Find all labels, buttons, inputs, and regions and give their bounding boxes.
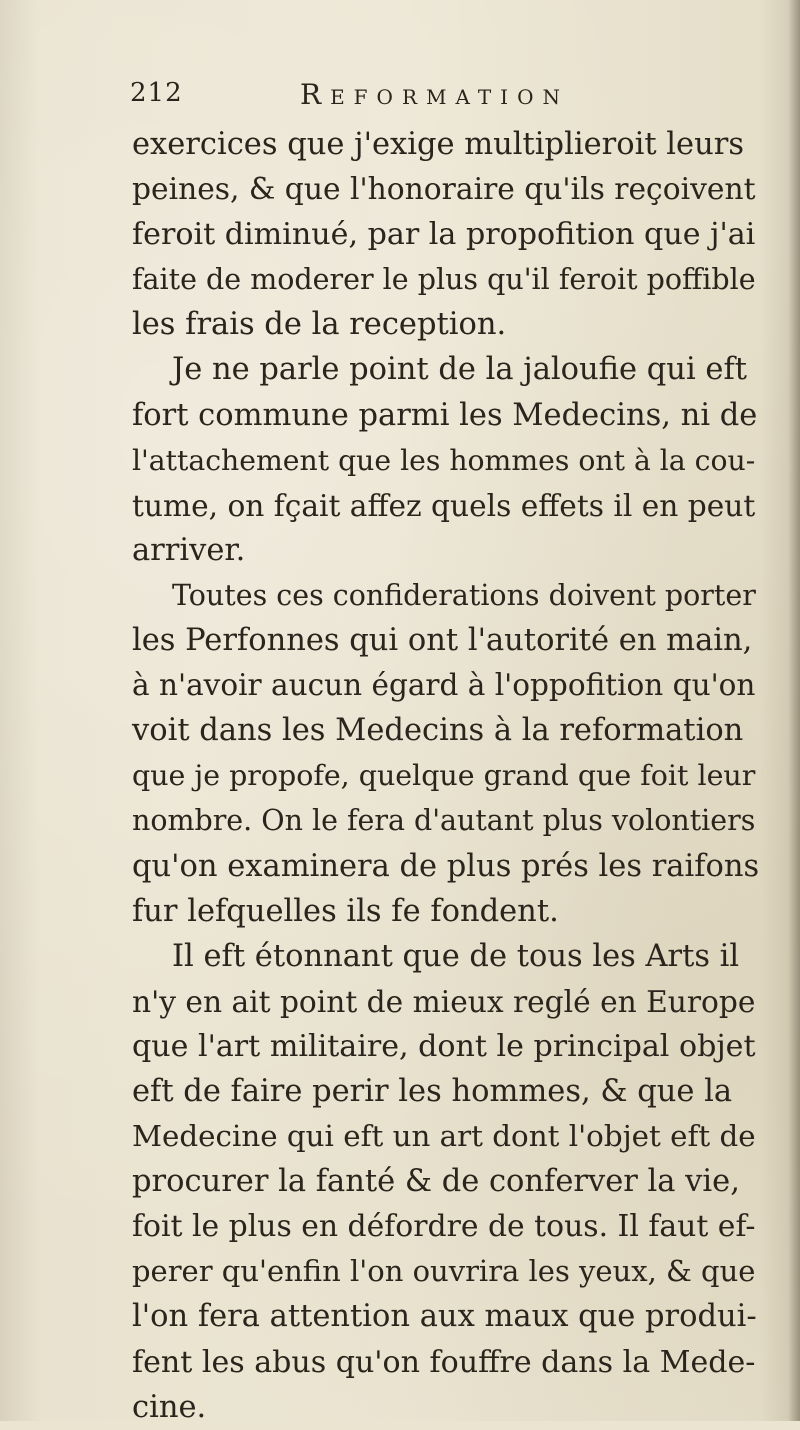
text-line: les frais de la reception. — [132, 307, 507, 343]
text-line: que l'art militaire, dont le principal objet — [132, 1028, 756, 1064]
page-header — [130, 78, 630, 124]
text-line: eft de faire perir les hommes, & que la — [132, 1073, 733, 1109]
text-line: à n'avoir aucun égard à l'oppofition qu'on — [132, 668, 756, 703]
text-line: Medecine qui eft un art dont l'objet eft de — [132, 1119, 756, 1154]
text-line: fur lefquelles ils fe fondent. — [132, 893, 559, 929]
body-text — [132, 122, 762, 1430]
running-head: Reformation — [300, 78, 569, 111]
paragraph-start-line: Il eft étonnant que de tous les Arts il — [172, 938, 740, 974]
text-line: perer qu'enfin l'on ouvrira les yeux, & que — [132, 1254, 756, 1289]
text-line: voit dans les Medecins à la reformation — [132, 713, 744, 749]
text-line: fent les abus qu'on fouffre dans la Mede- — [132, 1344, 756, 1380]
paragraph-start-line: Toutes ces confiderations doivent porter — [172, 578, 756, 612]
text-line: faite de moderer le plus qu'il feroit poffible — [132, 263, 756, 297]
text-line: fort commune parmi les Medecins, ni de — [132, 397, 758, 433]
text-line: peines, & que l'honoraire qu'ils reçoivent — [132, 172, 756, 208]
text-line: cine. — [132, 1389, 207, 1425]
text-line: que je propofe, quelque grand que foit leur — [132, 759, 756, 793]
text-line: n'y en ait point de mieux reglé en Europe — [132, 983, 756, 1019]
text-line: les Perfonnes qui ont l'autorité en main, — [132, 623, 753, 659]
text-line: l'attachement que les hommes ont à la cou- — [132, 443, 756, 477]
text-line: foit le plus en défordre de tous. Il faut ef- — [132, 1209, 756, 1245]
text-line: l'on fera attention aux maux que produi- — [132, 1299, 757, 1335]
text-line: exercices que j'exige multiplieroit leurs — [132, 127, 744, 162]
text-line: feroit diminué, par la propofition que j'ai — [132, 217, 756, 253]
page-edge-shadow — [788, 0, 800, 1421]
text-line: procurer la fanté & de conferver la vie, — [132, 1164, 740, 1200]
text-line: qu'on examinera de plus prés les raifons — [132, 848, 760, 884]
text-line: tume, on fçait affez quels effets il en peut — [132, 487, 756, 523]
text-line: arriver. — [132, 532, 246, 568]
page-number: 212 — [130, 78, 183, 108]
text-line: nombre. On le fera d'autant plus volontiers — [132, 804, 756, 838]
paragraph-start-line: Je ne parle point de la jaloufie qui eft — [172, 352, 747, 388]
